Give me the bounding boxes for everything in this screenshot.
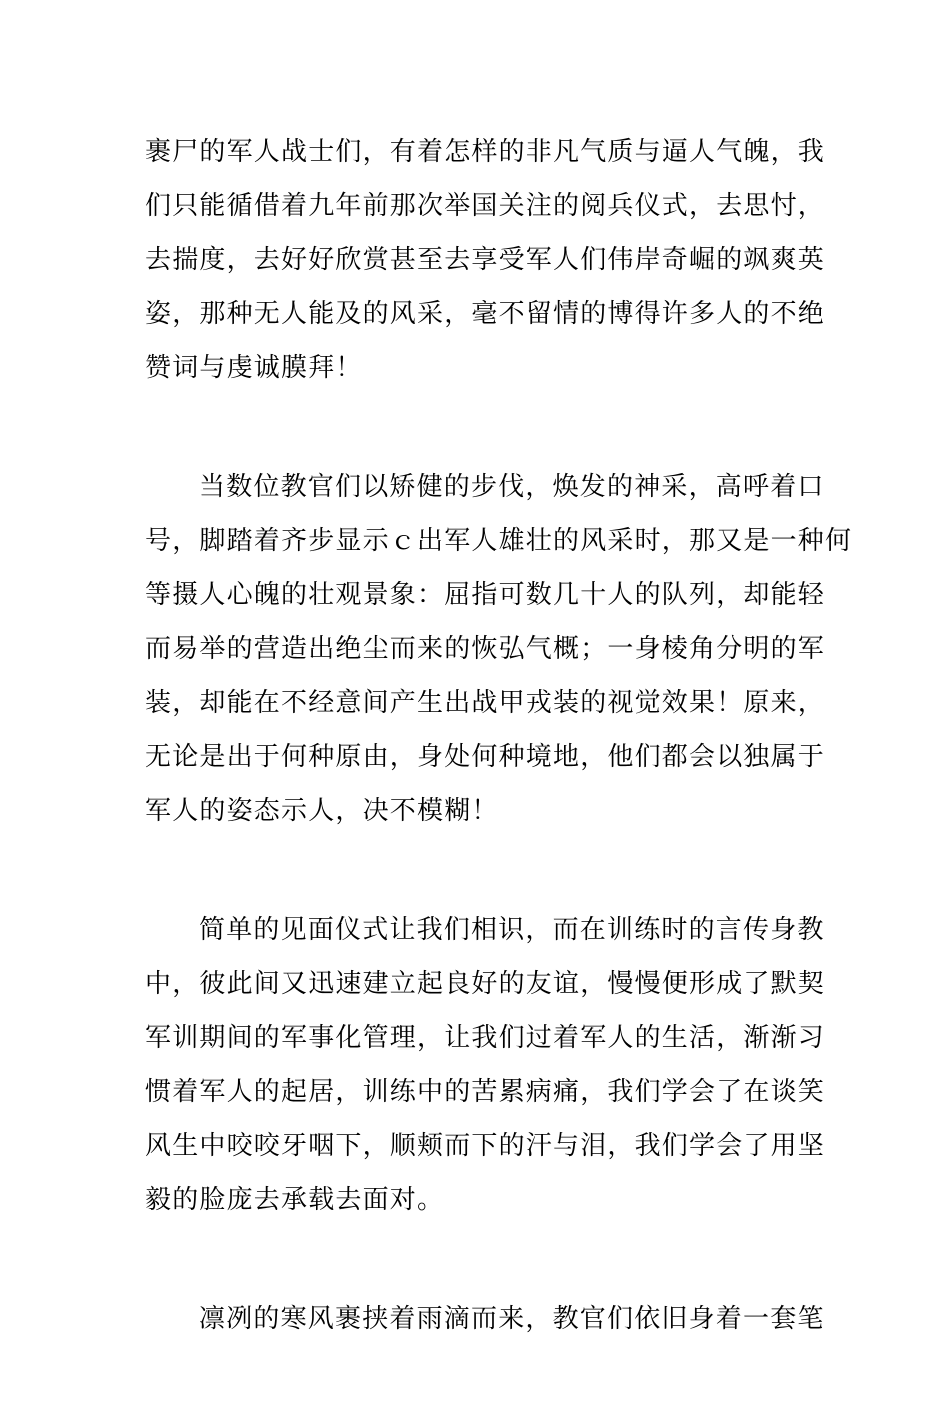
text-line: 中，彼此间又迅速建立起良好的友谊，慢慢便形成了默契 — [145, 969, 826, 999]
text-line: 去揣度，去好好欣赏甚至去享受军人们伟岸奇崛的飒爽英 — [145, 245, 826, 275]
paragraph-2 — [145, 460, 853, 838]
document-body — [145, 125, 853, 1411]
text-line: 军人的姿态示人，决不模糊！ — [145, 796, 499, 826]
paragraph-4 — [145, 1292, 825, 1346]
paragraph-3 — [145, 903, 826, 1227]
text-line: 姿，那种无人能及的风采，毫不留情的博得许多人的不绝 — [145, 299, 826, 329]
text-line: 风生中咬咬牙咽下，顺颊而下的汗与泪，我们学会了用坚 — [145, 1131, 826, 1161]
text-line: 装，却能在不经意间产生出战甲戎装的视觉效果！原来， — [145, 688, 826, 718]
paragraph-1 — [145, 125, 826, 395]
text-line: 而易举的营造出绝尘而来的恢弘气概；一身棱角分明的军 — [145, 634, 826, 664]
text-line: 赞词与虔诚膜拜！ — [145, 353, 363, 383]
text-line: 号，脚踏着齐步显示ｃ出军人雄壮的风采时，那又是一种何 — [145, 526, 853, 556]
text-line: 军训期间的军事化管理，让我们过着军人的生活，渐渐习 — [145, 1023, 826, 1053]
text-line: 裹尸的军人战士们，有着怎样的非凡气质与逼人气魄，我 — [145, 137, 826, 167]
text-line: 等摄人心魄的壮观景象：屈指可数几十人的队列，却能轻 — [145, 580, 826, 610]
text-line: 惯着军人的起居，训练中的苦累病痛，我们学会了在谈笑 — [145, 1077, 826, 1107]
text-line: 无论是出于何种原由，身处何种境地，他们都会以独属于 — [145, 742, 826, 772]
text-line: 们只能循借着九年前那次举国关注的阅兵仪式，去思忖， — [145, 191, 826, 221]
text-line: 简单的见面仪式让我们相识，而在训练时的言传身教 — [199, 915, 825, 945]
text-line: 凛冽的寒风裹挟着雨滴而来，教官们依旧身着一套笔 — [199, 1304, 825, 1334]
text-line: 毅的脸庞去承载去面对。 — [145, 1185, 445, 1215]
text-line: 当数位教官们以矫健的步伐，焕发的神采，高呼着口 — [199, 472, 825, 502]
